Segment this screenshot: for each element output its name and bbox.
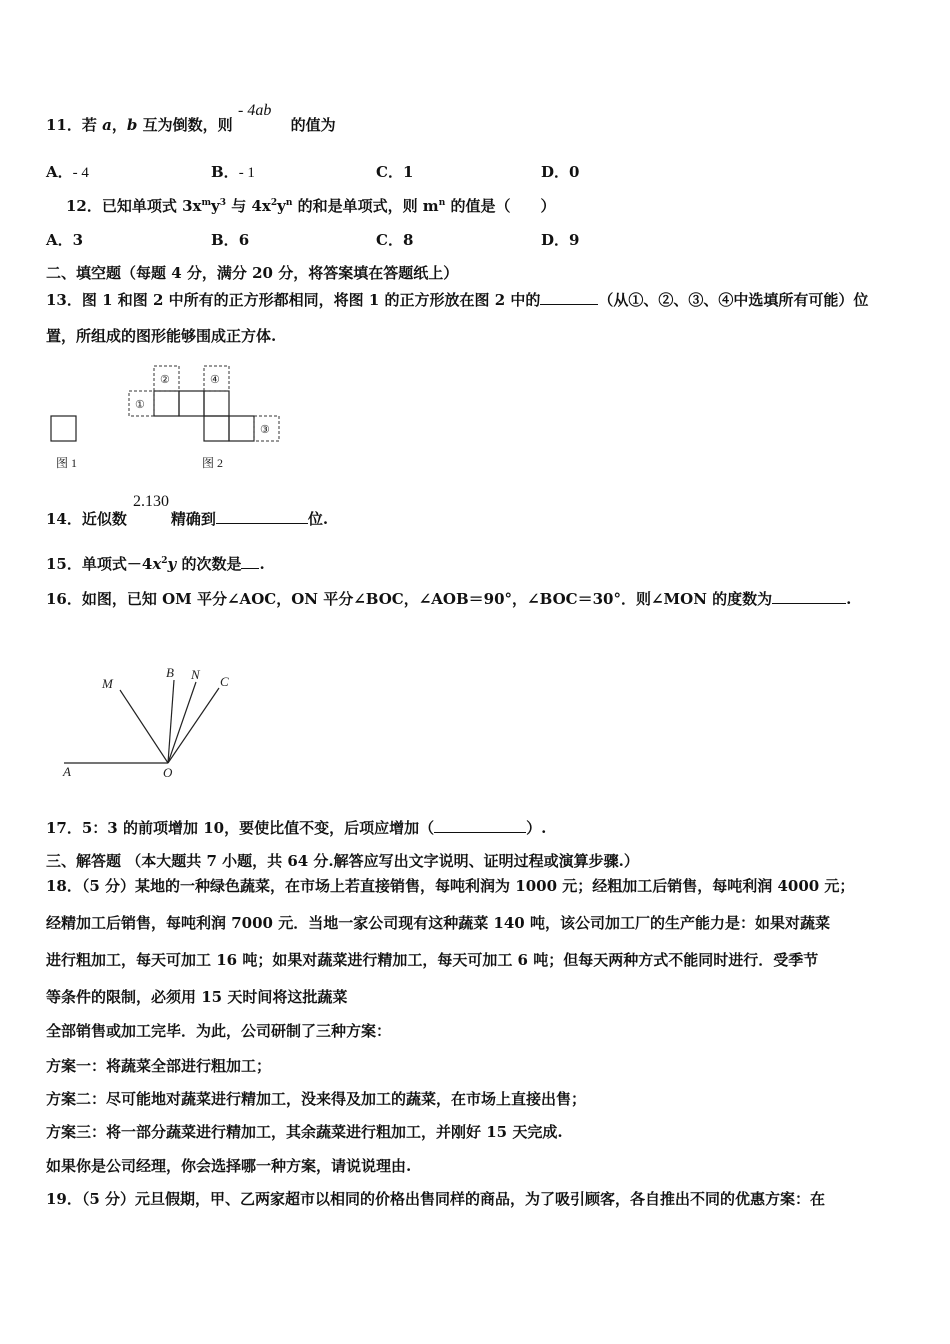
q13-line-2: 置，所组成的图形能够围成正方体. bbox=[46, 327, 277, 345]
fig2-net bbox=[154, 391, 254, 441]
var-a: a bbox=[102, 116, 112, 134]
label-C: C bbox=[220, 674, 229, 689]
section-2-heading: 二、填空题（每题 4 分，满分 20 分，将答案填在答题纸上） bbox=[46, 264, 459, 282]
q19-line-1: 19．（5 分）元旦假期，甲、乙两家超市以相同的价格出售同样的商品，为了吸引顾客，各自推出不同的优惠方案：在 bbox=[46, 1190, 826, 1208]
q12-option-b[interactable]: B．6 bbox=[211, 231, 250, 249]
q18-line-3: 进行粗加工，每天可加工 16 吨；如果对蔬菜进行精加工，每天可加工 6 吨；但每天两种方式不能同时进行．受季节 bbox=[46, 951, 819, 969]
fig1-square bbox=[51, 416, 76, 441]
q17-stem: 17．5：3 的前项增加 10，要使比值不变，后项应增加（ ）. bbox=[46, 819, 547, 837]
q15-answer-blank[interactable] bbox=[241, 553, 259, 569]
q11-option-d[interactable]: D．0 bbox=[541, 163, 580, 181]
q14-stem: 14．近似数 精确到 位. bbox=[46, 510, 329, 528]
ray-ON bbox=[168, 682, 196, 763]
q18-plan-3: 方案三：将一部分蔬菜进行精加工，其余蔬菜进行粗加工，并刚好 15 天完成. bbox=[46, 1123, 563, 1141]
q12-option-c[interactable]: C．8 bbox=[376, 231, 414, 249]
label-O: O bbox=[163, 765, 173, 780]
q18-question: 如果你是公司经理，你会选择哪一种方案，请说说理由. bbox=[46, 1157, 412, 1175]
q12-option-a[interactable]: A．3 bbox=[46, 231, 84, 249]
q11-option-a[interactable]: A．- 4 bbox=[46, 163, 89, 181]
q12-option-d[interactable]: D．9 bbox=[541, 231, 580, 249]
q13-answer-blank[interactable] bbox=[540, 289, 598, 305]
q15-stem: 15．单项式$-4x^2y$ 的次数是 . bbox=[46, 555, 265, 573]
position-4-label: ④ bbox=[210, 374, 220, 386]
q11-expression: - 4ab bbox=[238, 102, 272, 119]
q11-stem: 11．若 a，b 互为倒数，则 的值为 bbox=[46, 116, 336, 134]
q18-line-5: 全部销售或加工完毕．为此，公司研制了三种方案： bbox=[46, 1022, 392, 1040]
q11-option-b[interactable]: B．- 1 bbox=[211, 163, 255, 181]
ray-OB bbox=[168, 680, 174, 763]
position-1-label: ① bbox=[135, 399, 145, 411]
q16-answer-blank[interactable] bbox=[772, 588, 846, 604]
q11-option-c[interactable]: C．1 bbox=[376, 163, 414, 181]
q18-line-4: 等条件的限制，必须用 15 天时间将这批蔬菜 bbox=[46, 988, 348, 1006]
q16-stem: 16．如图，已知 OM 平分∠AOC，ON 平分∠BOC，∠AOB＝90°，∠BOC＝30°．则∠MON 的度数为 . bbox=[46, 590, 852, 608]
q16-angle-figure bbox=[56, 660, 256, 785]
label-N: N bbox=[191, 667, 200, 682]
ray-OM bbox=[120, 690, 168, 763]
var-b: b bbox=[126, 116, 138, 134]
position-2-label: ② bbox=[160, 374, 170, 386]
q18-line-2: 经精加工后销售，每吨利润 7000 元．当地一家公司现有这种蔬菜 140 吨，该公司加工厂的生产能力是：如果对蔬菜 bbox=[46, 914, 830, 932]
label-M: M bbox=[102, 676, 113, 691]
q13-figures bbox=[46, 362, 306, 472]
q17-answer-blank[interactable] bbox=[434, 817, 526, 833]
q13-line-1: 13．图 1 和图 2 中所有的正方形都相同，将图 1 的正方形放在图 2 中的 （从①、②、③、④中选填所有可能）位 bbox=[46, 291, 869, 309]
ray-OC bbox=[168, 688, 219, 763]
q14-answer-blank[interactable] bbox=[216, 508, 308, 524]
label-A: A bbox=[63, 764, 71, 779]
q14-number: 2.130 bbox=[133, 493, 169, 510]
q18-line-1: 18．（5 分）某地的一种绿色蔬菜，在市场上若直接销售，每吨利润为 1000 元；经粗加工后销售，每吨利润 4000 元； bbox=[46, 877, 855, 895]
fig1-caption: 图 1 bbox=[56, 456, 78, 470]
fig2-caption: 图 2 bbox=[202, 456, 224, 470]
section-3-heading: 三、解答题 （本大题共 7 小题，共 64 分.解答应写出文字说明、证明过程或演算步骤.） bbox=[46, 852, 639, 870]
q12-stem: 12．已知单项式 $3x^my^3$ 与 $4x^2y^n$ 的和是单项式，则 $m^n$ 的值是（ ） bbox=[66, 197, 556, 215]
q18-plan-2: 方案二：尽可能地对蔬菜进行精加工，没来得及加工的蔬菜，在市场上直接出售； bbox=[46, 1090, 587, 1108]
q18-plan-1: 方案一：将蔬菜全部进行粗加工； bbox=[46, 1057, 272, 1075]
position-3-label: ③ bbox=[260, 424, 270, 436]
label-B: B bbox=[166, 665, 174, 680]
